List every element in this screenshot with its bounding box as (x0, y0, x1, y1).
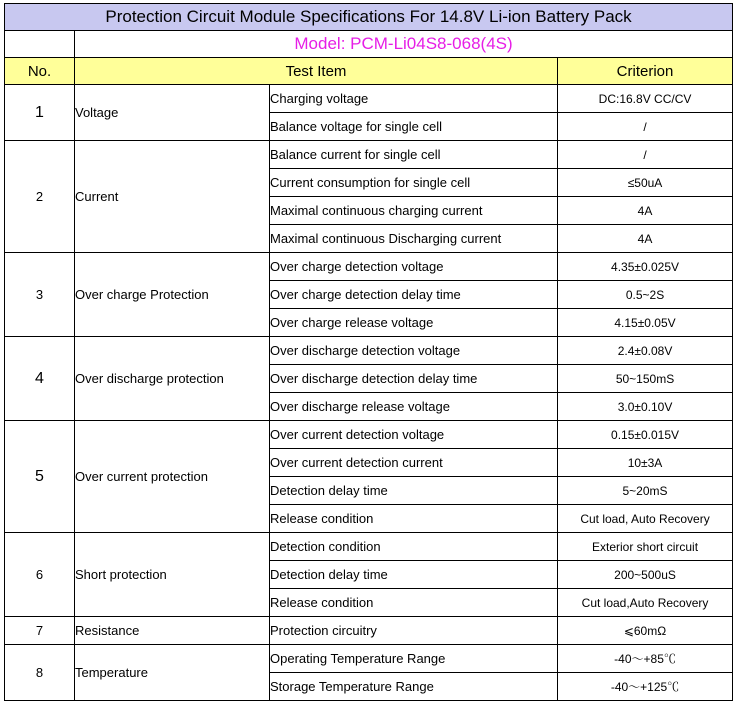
test-item: Storage Temperature Range (270, 673, 558, 701)
group-category: Temperature (75, 645, 270, 701)
test-item: Maximal continuous Discharging current (270, 225, 558, 253)
criterion-value: Exterior short circuit (558, 533, 733, 561)
test-item: Over charge detection delay time (270, 281, 558, 309)
model-label: Model: PCM-Li04S8-068(4S) (75, 31, 733, 58)
model-spacer-cell (5, 31, 75, 58)
test-item: Over charge detection voltage (270, 253, 558, 281)
criterion-value: / (558, 141, 733, 169)
table-row (5, 645, 733, 673)
criterion-value: Cut load, Auto Recovery (558, 505, 733, 533)
group-category: Over current protection (75, 421, 270, 533)
test-item: Release condition (270, 589, 558, 617)
test-item: Balance current for single cell (270, 141, 558, 169)
criterion-value: 0.15±0.015V (558, 421, 733, 449)
group-number: 5 (5, 421, 75, 533)
criterion-value: ≤50uA (558, 169, 733, 197)
test-item: Operating Temperature Range (270, 645, 558, 673)
group-category: Current (75, 141, 270, 253)
criterion-value: 4A (558, 225, 733, 253)
criterion-value: -40～+125℃ (558, 673, 733, 701)
table-row (5, 421, 733, 449)
criterion-value: 4.35±0.025V (558, 253, 733, 281)
test-item: Detection delay time (270, 561, 558, 589)
test-item: Over discharge detection voltage (270, 337, 558, 365)
group-category: Resistance (75, 617, 270, 645)
criterion-value: 200~500uS (558, 561, 733, 589)
table-row (5, 533, 733, 561)
test-item: Protection circuitry (270, 617, 558, 645)
group-number: 1 (5, 85, 75, 141)
table-row (5, 617, 733, 645)
group-category: Over charge Protection (75, 253, 270, 337)
test-item: Release condition (270, 505, 558, 533)
model-row (5, 31, 733, 58)
header-no: No. (5, 58, 75, 85)
test-item: Over current detection current (270, 449, 558, 477)
criterion-value: -40～+85℃ (558, 645, 733, 673)
table-row (5, 141, 733, 169)
group-number: 7 (5, 617, 75, 645)
test-item: Detection condition (270, 533, 558, 561)
test-item: Over discharge detection delay time (270, 365, 558, 393)
test-item: Over current detection voltage (270, 421, 558, 449)
table-row (5, 337, 733, 365)
group-category: Short protection (75, 533, 270, 617)
header-row (5, 58, 733, 85)
criterion-value: 0.5~2S (558, 281, 733, 309)
table-row (5, 253, 733, 281)
test-item: Over charge release voltage (270, 309, 558, 337)
criterion-value: 3.0±0.10V (558, 393, 733, 421)
test-item: Charging voltage (270, 85, 558, 113)
criterion-value: 2.4±0.08V (558, 337, 733, 365)
criterion-value: 5~20mS (558, 477, 733, 505)
test-item: Maximal continuous charging current (270, 197, 558, 225)
spec-table-body (5, 4, 733, 701)
criterion-value: ⩽60mΩ (558, 617, 733, 645)
test-item: Over discharge release voltage (270, 393, 558, 421)
group-category: Voltage (75, 85, 270, 141)
header-test-item: Test Item (75, 58, 558, 85)
table-row (5, 85, 733, 113)
test-item: Balance voltage for single cell (270, 113, 558, 141)
criterion-value: 50~150mS (558, 365, 733, 393)
group-number: 2 (5, 141, 75, 253)
group-number: 6 (5, 533, 75, 617)
criterion-value: 4.15±0.05V (558, 309, 733, 337)
criterion-value: DC:16.8V CC/CV (558, 85, 733, 113)
title-row (5, 4, 733, 31)
spec-table (4, 3, 733, 701)
test-item: Detection delay time (270, 477, 558, 505)
group-category: Over discharge protection (75, 337, 270, 421)
group-number: 3 (5, 253, 75, 337)
test-item: Current consumption for single cell (270, 169, 558, 197)
group-number: 8 (5, 645, 75, 701)
criterion-value: Cut load,Auto Recovery (558, 589, 733, 617)
criterion-value: / (558, 113, 733, 141)
sheet-title: Protection Circuit Module Specifications For 14.8V Li-ion Battery Pack (5, 4, 733, 31)
specification-sheet (4, 3, 733, 701)
criterion-value: 10±3A (558, 449, 733, 477)
header-criterion: Criterion (558, 58, 733, 85)
criterion-value: 4A (558, 197, 733, 225)
group-number: 4 (5, 337, 75, 421)
